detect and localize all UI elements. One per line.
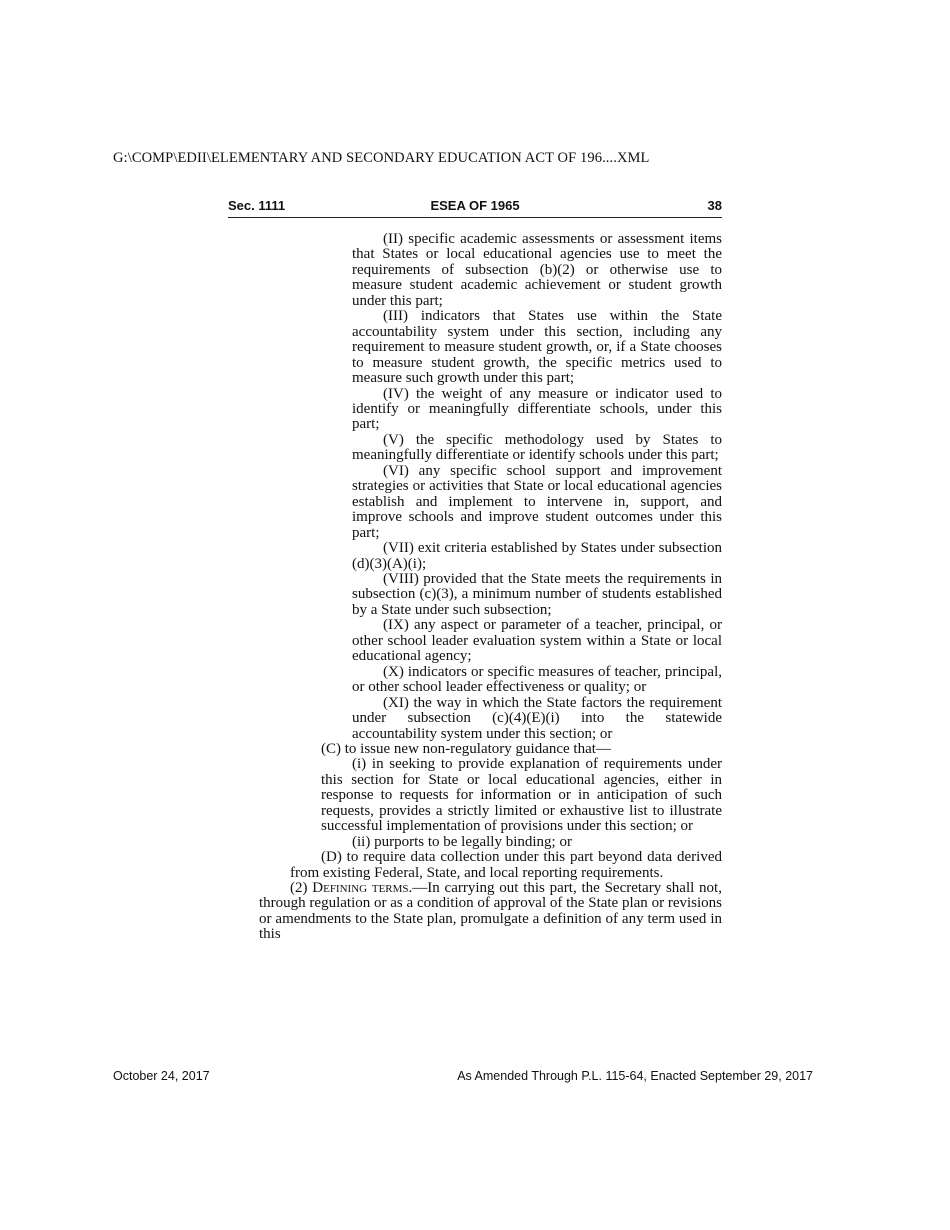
section-number: Sec. 1111 xyxy=(228,198,286,213)
paragraph-item-D: (D) to require data collection under this part beyond data derived from existing Federal, State, and local reporting requirements. xyxy=(290,849,722,881)
paragraph-item-X: (X) indicators or specific measures of teacher, principal, or other school leader effectiveness or quality; or xyxy=(352,663,722,696)
paragraph-item-VIII: (VIII) provided that the State meets the requirements in subsection (c)(3), a minimum number of students established by a State under such subsection; xyxy=(352,570,722,618)
paragraph-item-IX: (IX) any aspect or parameter of a teacher, principal, or other school leader evaluation system within a State or local educational agency; xyxy=(352,617,722,665)
paragraph-item-II: (II) specific academic assessments or assessment items that States or local educational agencies use to meet the requirements of subsection (b)(2) or otherwise use to measure student academic achievement or student growth under this part; xyxy=(352,231,722,309)
paragraph-item-C-ii: (ii) purports to be legally binding; or xyxy=(352,833,572,850)
paragraph-item-V: (V) the specific methodology used by States to meaningfully differentiate or identify schools under this part; xyxy=(352,431,722,464)
paragraph-item-VII: (VII) exit criteria established by States under subsection (d)(3)(A)(i); xyxy=(352,540,722,572)
item-2-text: —In carrying out this part, the Secretary shall not, through regulation or as a condition of approval of the State plan or revisions or amendments to the State plan, promulgate a definition of any term used in this xyxy=(259,880,722,943)
paragraph-item-IV: (IV) the weight of any measure or indicator used to identify or meaningfully differentiate schools, under this part; xyxy=(352,385,722,433)
paragraph-item-VI: (VI) any specific school support and improvement strategies or activities that State or local educational agencies establish and implement to intervene in, support, and improve schools and improve student outcomes under this part; xyxy=(352,462,722,541)
file-path: G:\COMP\EDII\ELEMENTARY AND SECONDARY EDUCATION ACT OF 196....XML xyxy=(113,150,650,166)
footer-date: October 24, 2017 xyxy=(113,1069,210,1083)
item-2-heading: Defining terms. xyxy=(312,880,413,897)
paragraph-item-C: (C) to issue new non-regulatory guidance that— xyxy=(321,740,611,757)
paragraph-item-C-i: (i) in seeking to provide explanation of requirements under this section for State or local educational agencies, either in response to requests for information or in anticipation of such requests, provides a strictly limited or exhaustive list to illustrate successful implementation of provisions under this section; or xyxy=(321,756,722,835)
paragraph-item-III: (III) indicators that States use within the State accountability system under this section, including any requirement to measure student growth, or, if a State chooses to measure student growth, the specific metrics used to measure such growth under this part; xyxy=(352,308,722,387)
item-2-number: (2) xyxy=(290,880,308,897)
running-head xyxy=(228,198,722,218)
paragraph-item-2 xyxy=(259,881,722,943)
footer-amended: As Amended Through P.L. 115-64, Enacted September 29, 2017 xyxy=(457,1069,813,1083)
paragraph-item-XI: (XI) the way in which the State factors the requirement under subsection (c)(4)(E)(i) into the statewide accountability system under this section; or xyxy=(352,694,722,742)
statute-body xyxy=(0,232,950,943)
running-title: ESEA OF 1965 xyxy=(430,198,520,213)
page-number: 38 xyxy=(707,198,722,213)
